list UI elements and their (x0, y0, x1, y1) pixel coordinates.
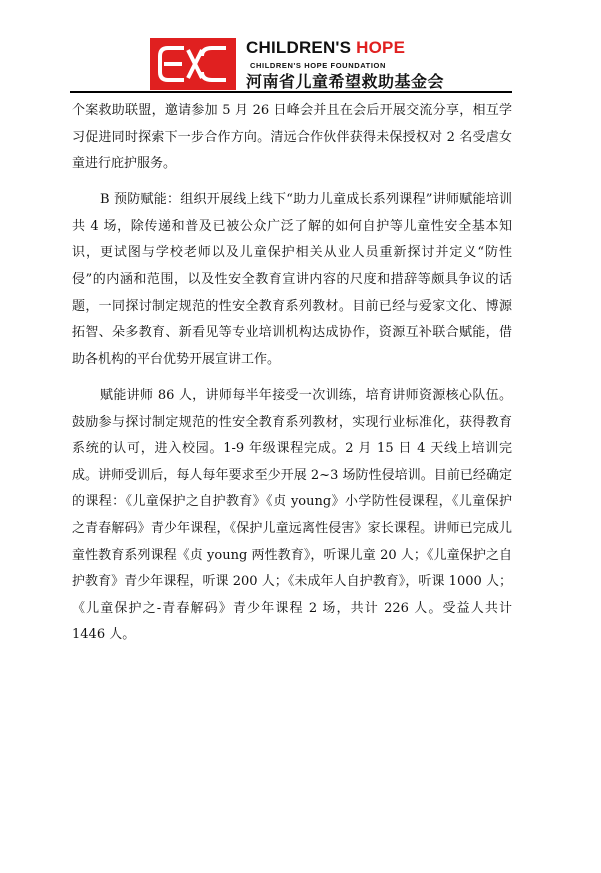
brand-title-english (246, 38, 405, 58)
brand-subtitle-english: CHILDREN'S HOPE FOUNDATION (250, 61, 386, 70)
document-body (72, 98, 512, 649)
brand-childrens: CHILDREN'S (246, 38, 352, 57)
paragraph: 个案救助联盟，邀请参加 5 月 26 日峰会并且在会后开展交流分享，相互学习促进同时探索下一步合作方向。清远合作伙伴获得未保授权对 2 名受虐女童进行庇护服务。 (72, 103, 512, 172)
brand-hope: HOPE (356, 38, 406, 57)
paragraph: B 预防赋能：组织开展线上线下“助力儿童成长系列课程”讲师赋能培训共 4 场，除传递和普及已被公众广泛了解的如何自护等儿童性安全基本知识，更试图与学校老师以及儿童保护相关从业人员重新探讨并定义“防性侵”的内涵和范围，以及性安全教育宣讲内容的尺度和措辞等颇具争议的话题，一同探讨制定规范的性安全教育系列教材。目前已经与爱家文化、博源拓智、朵多教育、新看见等专业培训机构达成协作，资源互补联合赋能，借助各机构的平台优势开展宣讲工作。 (72, 192, 512, 367)
page-header (150, 38, 445, 91)
paragraph: 赋能讲师 86 人，讲师每半年接受一次训练，培育讲师资源核心队伍。鼓励参与探讨制定规范的性安全教育系列教材，实现行业标准化，获得教育系统的认可，进入校园。1-9 年级课程完成。2 月 15 日 4 天线上培训完成。讲师受训后，每人每年要求至少开展 2~3 场防性侵培训。目前已经确定的课程：《儿童保护之自护教育》《贞 young》小学防性侵课程，《儿童保护之青春解码》青少年课程，《保护儿童远离性侵害》家长课程。讲师已完成儿童性教育系列课程《贞 young 两性教育》，听课儿童 20 人；《儿童保护之自护教育》青少年课程，听课 200 人；《未成年人自护教育》，听课 1000 人；《儿童保护之-青春解码》青少年课程 2 场，共计 226 人。受益人共计 1446 人。 (72, 387, 512, 643)
brand-title-chinese: 河南省儿童希望救助基金会 (246, 72, 445, 91)
header-divider (70, 91, 512, 93)
foundation-logo-icon (150, 38, 236, 90)
